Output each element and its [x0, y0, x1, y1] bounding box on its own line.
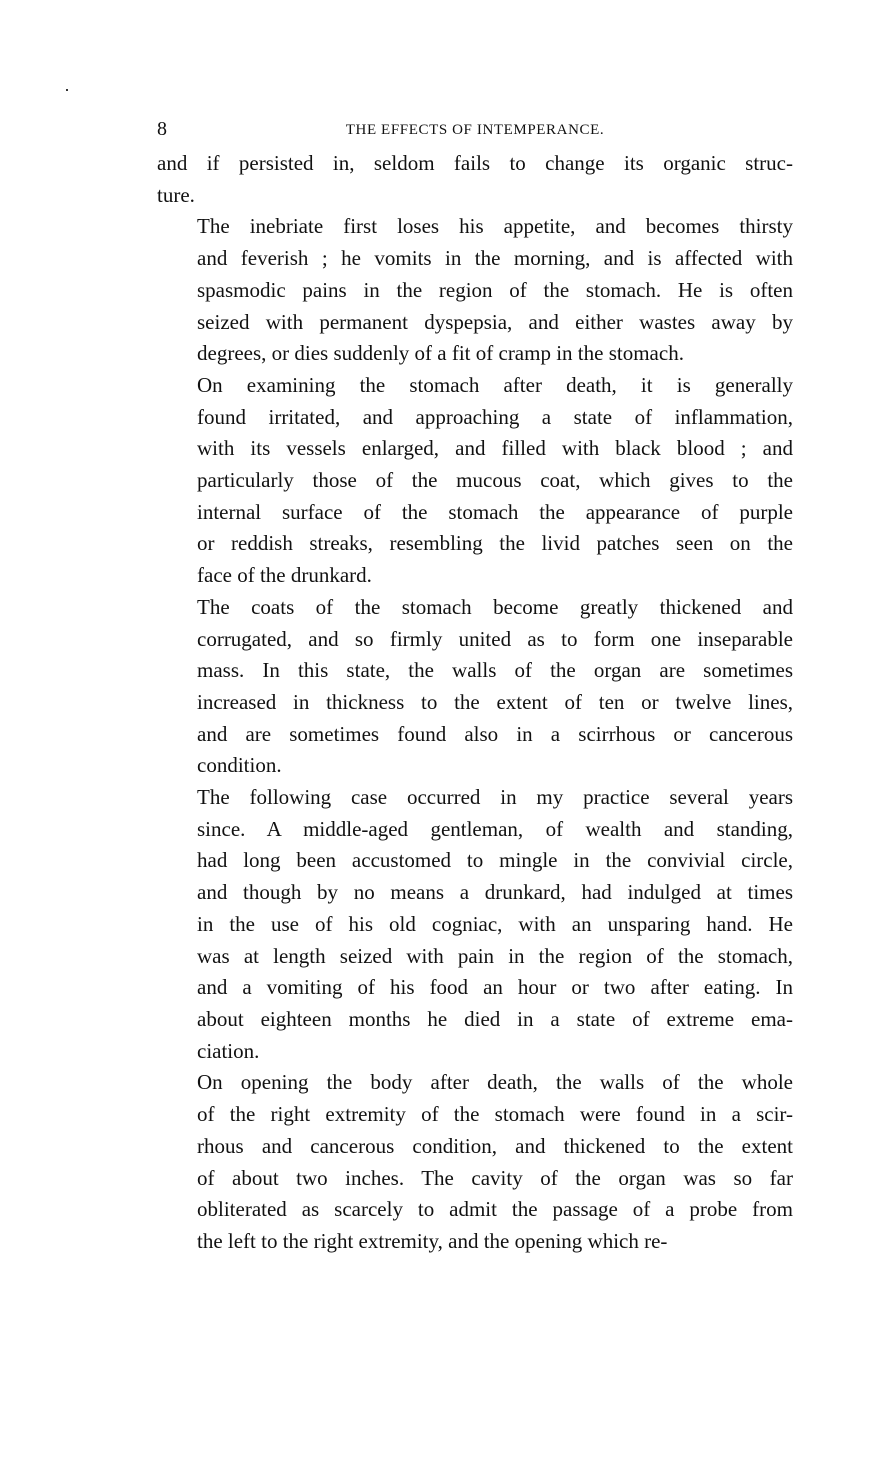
paragraph	[157, 370, 793, 592]
paragraph	[157, 592, 793, 782]
text-line: had long been accustomed to mingle in the convivial circle,	[197, 848, 793, 873]
text-line: condition.	[197, 753, 282, 778]
text-line: On examining the stomach after death, it is generally	[197, 372, 793, 397]
text-line: ciation.	[197, 1038, 260, 1063]
text-line: mass. In this state, the walls of the organ are sometimes	[197, 658, 793, 683]
text-line: The coats of the stomach become greatly thickened and	[197, 594, 793, 619]
text-line: particularly those of the mucous coat, which gives to the	[197, 468, 793, 493]
text-line: corrugated, and so firmly united as to form one inseparable	[197, 626, 793, 651]
running-head-title: THE EFFECTS OF INTEMPERANCE.	[345, 122, 605, 138]
text-line: The inebriate first loses his appetite, and becomes thirsty	[197, 214, 793, 239]
text-line: since. A middle-aged gentleman, of wealth and standing,	[197, 816, 793, 841]
paragraph	[157, 211, 793, 370]
text-line: and if persisted in, seldom fails to change its organic struc-	[157, 151, 793, 175]
text-line: rhous and cancerous condition, and thickened to the extent	[197, 1133, 793, 1158]
text-line: obliterated as scarcely to admit the passage of a probe from	[197, 1197, 793, 1222]
text-line: found irritated, and approaching a state of inflammation,	[197, 404, 793, 429]
text-line: seized with permanent dyspepsia, and either wastes away by	[197, 309, 793, 334]
page-number: 8	[157, 118, 168, 140]
text-line: and are sometimes found also in a scirrhous or cancerous	[197, 721, 793, 746]
text-line: face of the drunkard.	[197, 563, 372, 588]
text-line: ture.	[157, 182, 195, 207]
text-line: was at length seized with pain in the region of the stomach,	[197, 943, 793, 968]
text-line: of the right extremity of the stomach were found in a scir-	[197, 1102, 793, 1127]
text-line: the left to the right extremity, and the opening which re-	[197, 1228, 668, 1253]
text-line: with its vessels enlarged, and filled with black blood ; and	[197, 436, 793, 461]
body-text	[157, 148, 793, 1258]
text-line: and feverish ; he vomits in the morning, and is affected with	[197, 246, 793, 271]
paragraph	[157, 782, 793, 1067]
text-line: spasmodic pains in the region of the stomach. He is often	[197, 277, 793, 302]
text-line: in the use of his old cogniac, with an unsparing hand. He	[197, 911, 793, 936]
text-line: about eighteen months he died in a state of extreme ema-	[197, 1006, 793, 1031]
text-line: and though by no means a drunkard, had indulged at times	[197, 880, 793, 905]
text-line: degrees, or dies suddenly of a fit of cramp in the stomach.	[197, 341, 684, 366]
text-line: increased in thickness to the extent of ten or twelve lines,	[197, 689, 793, 714]
text-line: or reddish streaks, resembling the livid patches seen on the	[197, 531, 793, 556]
paragraph	[157, 148, 793, 211]
text-line: of about two inches. The cavity of the organ was so far	[197, 1165, 793, 1190]
running-head	[157, 112, 793, 148]
paragraph	[157, 1067, 793, 1257]
text-line: On opening the body after death, the walls of the whole	[197, 1070, 793, 1095]
scan-artifact	[66, 89, 68, 91]
text-line: and a vomiting of his food an hour or two after eating. In	[197, 975, 793, 1000]
text-line: The following case occurred in my practice several years	[197, 785, 793, 810]
text-line: internal surface of the stomach the appearance of purple	[197, 499, 793, 524]
book-page	[157, 112, 793, 1258]
